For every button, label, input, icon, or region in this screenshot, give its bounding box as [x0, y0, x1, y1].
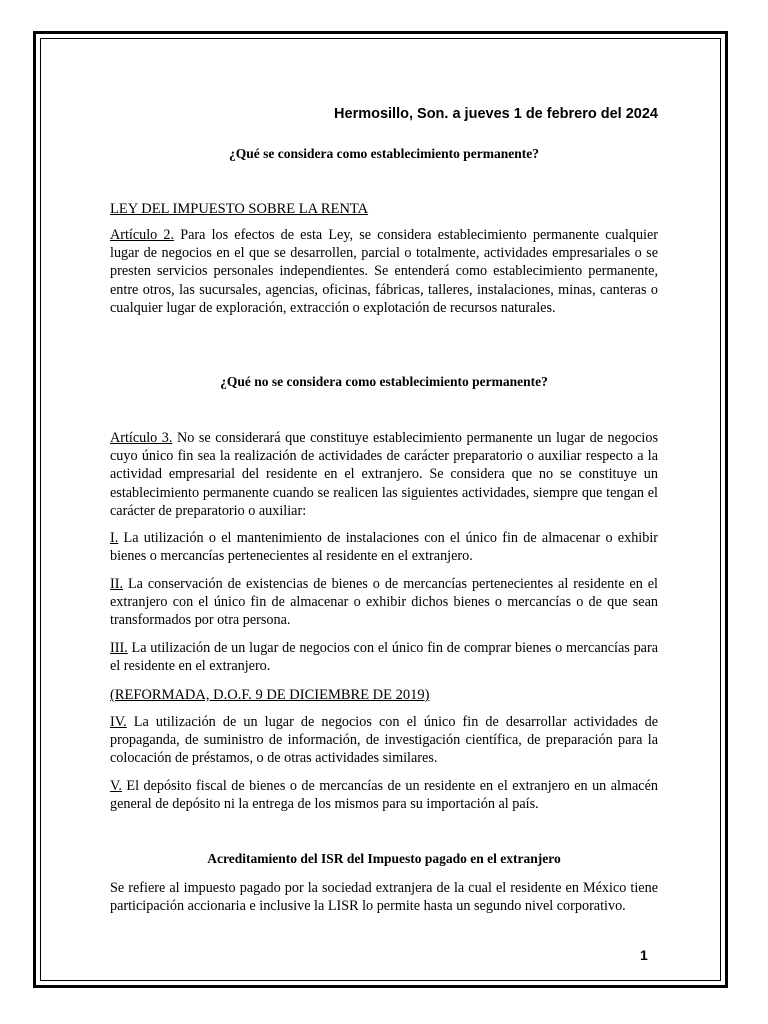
item-label: III.	[110, 640, 128, 656]
article-3-text: No se considerará que constituye establecimiento permanente un lugar de negocios cuyo único fin sea la realización de actividades de carácter preparatorio o auxiliar respecto a la actividad empresarial del residente en el extranjero. Se considera que no se constituye un establecimiento permanente cuando se realicen las siguientes actividades, siempre que tengan el carácter de preparatorio o auxiliar:	[110, 430, 658, 519]
page-number: 1	[640, 947, 648, 963]
list-item	[110, 777, 658, 813]
isr-credit-paragraph: Se refiere al impuesto pagado por la sociedad extranjera de la cual el residente en México tiene participación accionaria e inclusive la LISR lo permite hasta un segundo nivel corporativo.	[110, 880, 658, 915]
article-2-paragraph	[110, 226, 658, 317]
item-text: El depósito fiscal de bienes o de mercancías de un residente en el extranjero en un almacén general de depósito ni la entrega de los mismos para su importación al país.	[110, 778, 658, 813]
item-text: La conservación de existencias de bienes o de mercancías pertenecientes al residente en el extranjero con el único fin de almacenar o exhibir dichos bienes o mercancías o de que sean transformados por otra persona.	[110, 576, 658, 629]
item-label: V.	[110, 778, 122, 794]
article-3-label: Artículo 3.	[110, 430, 173, 446]
item-text: La utilización de un lugar de negocios con el único fin de desarrollar actividades de propaganda, de suministro de información, de investigación científica, de preparación para la colocación de préstamos, o de otras actividades similares.	[110, 714, 658, 767]
law-title: LEY DEL IMPUESTO SOBRE LA RENTA	[110, 201, 369, 217]
item-text: La utilización o el mantenimiento de instalaciones con el único fin de almacenar o exhibir bienes o mercancías pertenecientes al residente en el extranjero.	[110, 530, 658, 565]
item-label: IV.	[110, 714, 127, 730]
list-item	[110, 639, 658, 675]
date-line: Hermosillo, Son. a jueves 1 de febrero del 2024	[334, 106, 658, 122]
article-2-text: Para los efectos de esta Ley, se considera establecimiento permanente cualquier lugar de negocios en el que se desarrollen, parcial o totalmente, actividades empresariales o se presten servicios personales independientes. Se entenderá como establecimiento permanente, entre otros, las sucursales, agencias, oficinas, fábricas, talleres, instalaciones, minas, canteras o cualquier lugar de exploración, extracción o explotación de recursos naturales.	[110, 227, 658, 316]
item-text: La utilización de un lugar de negocios con el único fin de comprar bienes o mercancías para el residente en el extranjero.	[110, 640, 658, 675]
list-item	[110, 713, 658, 768]
item-label: II.	[110, 576, 123, 592]
question-not-permanent-establishment: ¿Qué no se considera como establecimiento permanente?	[220, 374, 548, 389]
question-permanent-establishment: ¿Qué se considera como establecimiento permanente?	[228, 146, 540, 161]
article-2-label: Artículo 2.	[110, 227, 175, 243]
list-item	[110, 575, 658, 630]
section-title-isr-credit: Acreditamiento del ISR del Impuesto pagado en el extranjero	[207, 851, 561, 866]
reform-note: (REFORMADA, D.O.F. 9 DE DICIEMBRE DE 2019)	[110, 687, 430, 703]
item-label: I.	[110, 530, 119, 546]
list-item	[110, 529, 658, 565]
article-3-paragraph	[110, 429, 658, 520]
